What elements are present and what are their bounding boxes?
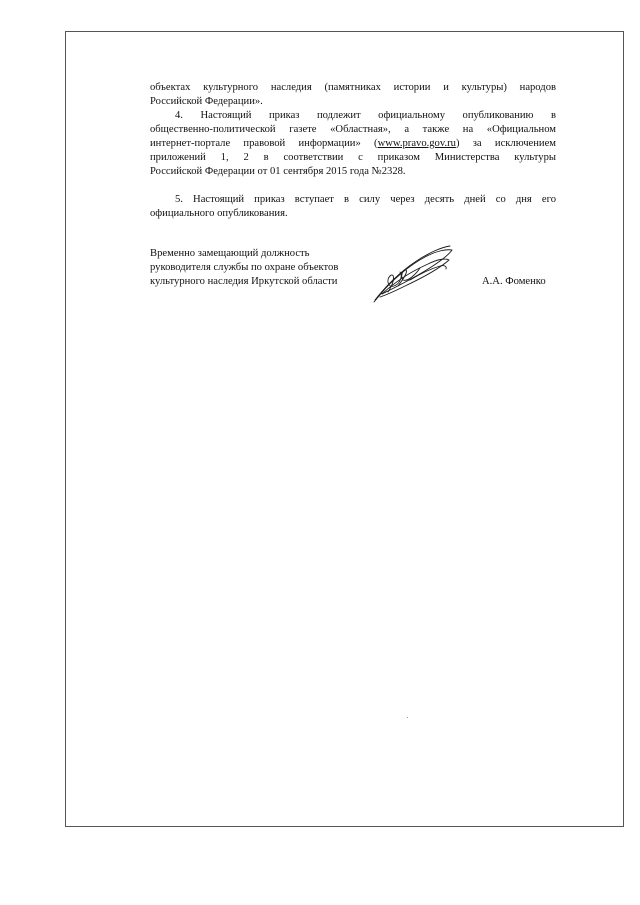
- signatory-name: А.А. Фоменко: [482, 276, 546, 287]
- text-line: [150, 137, 556, 151]
- text-line: 4. Настоящий приказ подлежит официальному опубликованию в: [175, 110, 556, 121]
- pravo-gov-link[interactable]: www.pravo.gov.ru: [377, 137, 456, 149]
- position-line: Временно замещающий должность: [150, 248, 310, 259]
- text-line: 5. Настоящий приказ вступает в силу через десять дней со дня его: [175, 194, 556, 205]
- text-line: общественно-политической газете «Областная», а также на «Официальном: [150, 123, 556, 135]
- position-line: руководителя службы по охране объектов: [150, 261, 339, 273]
- text-line: Российской Федерации от 01 сентября 2015 года №2328.: [150, 165, 406, 177]
- text-fragment: интернет-портале правовой информации» (: [150, 137, 378, 149]
- text-line: приложений 1, 2 в соответствии с приказом Министерства культуры: [150, 151, 556, 163]
- scan-speck: [407, 717, 408, 718]
- position-line: культурного наследия Иркутской области: [150, 275, 338, 287]
- handwritten-signature-icon: [370, 242, 456, 304]
- text-line: Российской Федерации».: [150, 95, 263, 107]
- signatory-position: [150, 247, 338, 289]
- text-line: объектах культурного наследия (памятниках истории и культуры) народов: [150, 82, 556, 93]
- text-line: официального опубликования.: [150, 207, 288, 219]
- text-fragment: ) за исключением: [455, 137, 556, 149]
- paragraph-3-tail: [150, 81, 556, 109]
- paragraph-5: [150, 193, 556, 221]
- paragraph-4: [150, 109, 556, 178]
